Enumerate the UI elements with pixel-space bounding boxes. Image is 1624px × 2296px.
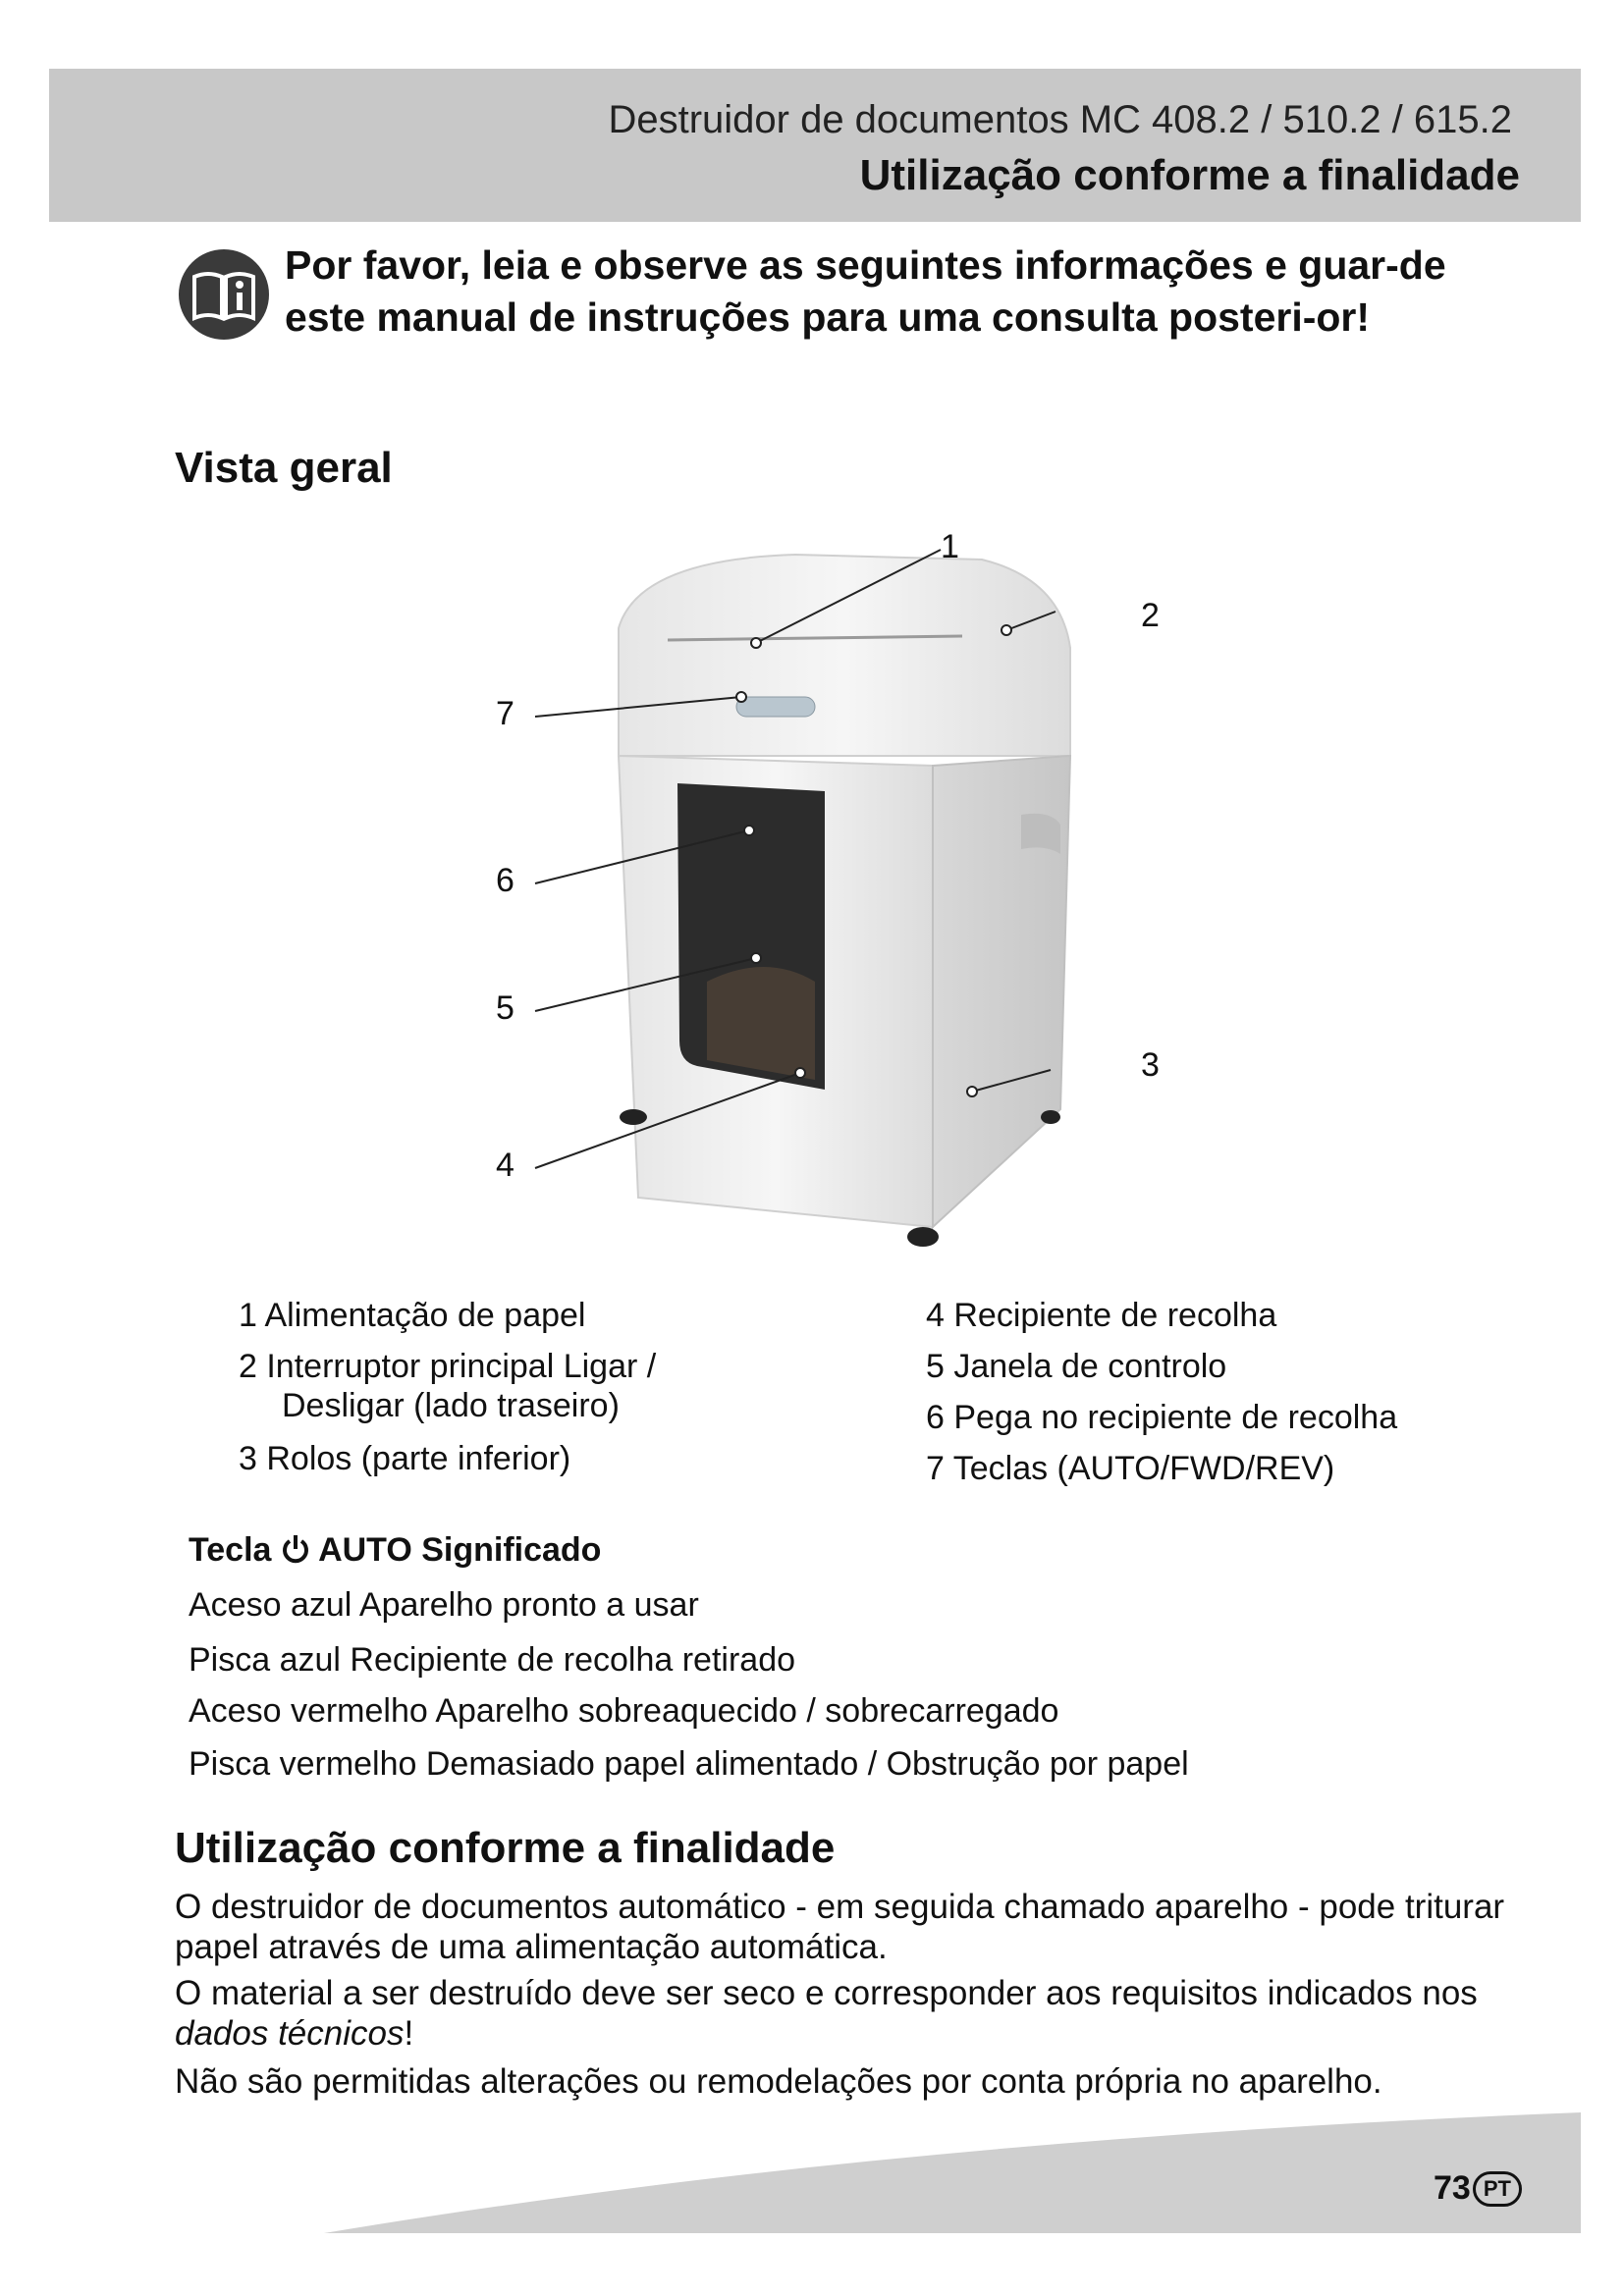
section-title: Utilização conforme a finalidade — [859, 151, 1520, 199]
technical-data-reference: dados técnicos — [175, 2014, 405, 2053]
language-badge: PT — [1473, 2171, 1522, 2207]
read-manual-notice: Por favor, leia e observe as seguintes informações e guar-de este manual de instruções para uma consulta posteri-or! — [285, 242, 1446, 340]
legend-item: 7 Teclas (AUTO/FWD/REV) — [926, 1450, 1335, 1487]
page-number: 73 PT — [1434, 2169, 1522, 2208]
callout-6: 6 — [496, 862, 514, 899]
legend-item: 5 Janela de controlo — [926, 1348, 1227, 1385]
shredder-illustration — [471, 520, 1218, 1247]
callout-5: 5 — [496, 989, 514, 1027]
legend-left — [239, 1296, 788, 1492]
table-row: Aceso azul Aparelho pronto a usar — [189, 1586, 699, 1624]
intended-use-paragraph-1: O destruidor de documentos automático - em seguida chamado aparelho - pode triturar papel através de uma alimentação automática. — [175, 1888, 1505, 1966]
overview-heading: Vista geral — [175, 444, 393, 492]
callout-1: 1 — [941, 528, 959, 565]
callout-2: 2 — [1141, 597, 1160, 634]
legend-item: 6 Pega no recipiente de recolha — [926, 1399, 1398, 1436]
key-table-title: Tecla AUTO Significado — [189, 1531, 602, 1569]
intended-use-heading: Utilização conforme a finalidade — [175, 1824, 836, 1872]
intended-use-paragraph-2: O material a ser destruído deve ser seco e corresponder aos requisitos indicados nos dados técnicos! — [175, 1974, 1478, 2053]
legend-item: 4 Recipiente de recolha — [926, 1297, 1277, 1334]
callout-4: 4 — [496, 1147, 514, 1184]
legend-item: 1 Alimentação de papel — [239, 1297, 586, 1334]
product-title: Destruidor de documentos MC 408.2 / 510.2 / 615.2 — [608, 98, 1512, 141]
footer-wave — [0, 2110, 1624, 2258]
table-row: Pisca vermelho Demasiado papel alimentado / Obstrução por papel — [189, 1745, 1189, 1783]
header-band — [49, 69, 1581, 222]
legend-item: 2 Interruptor principal Ligar / Desligar (lado traseiro) — [239, 1348, 657, 1424]
intended-use-paragraph-3: Não são permitidas alterações ou remodelações por conta própria no aparelho. — [175, 2062, 1382, 2101]
power-icon — [281, 1533, 310, 1565]
manual-info-icon — [177, 247, 271, 342]
callout-3: 3 — [1141, 1046, 1160, 1084]
legend-right — [926, 1296, 1535, 1492]
callout-7: 7 — [496, 695, 514, 732]
table-row: Aceso vermelho Aparelho sobreaquecido / sobrecarregado — [189, 1692, 1059, 1730]
table-row: Pisca azul Recipiente de recolha retirado — [189, 1641, 796, 1679]
legend-item: 3 Rolos (parte inferior) — [239, 1440, 571, 1477]
